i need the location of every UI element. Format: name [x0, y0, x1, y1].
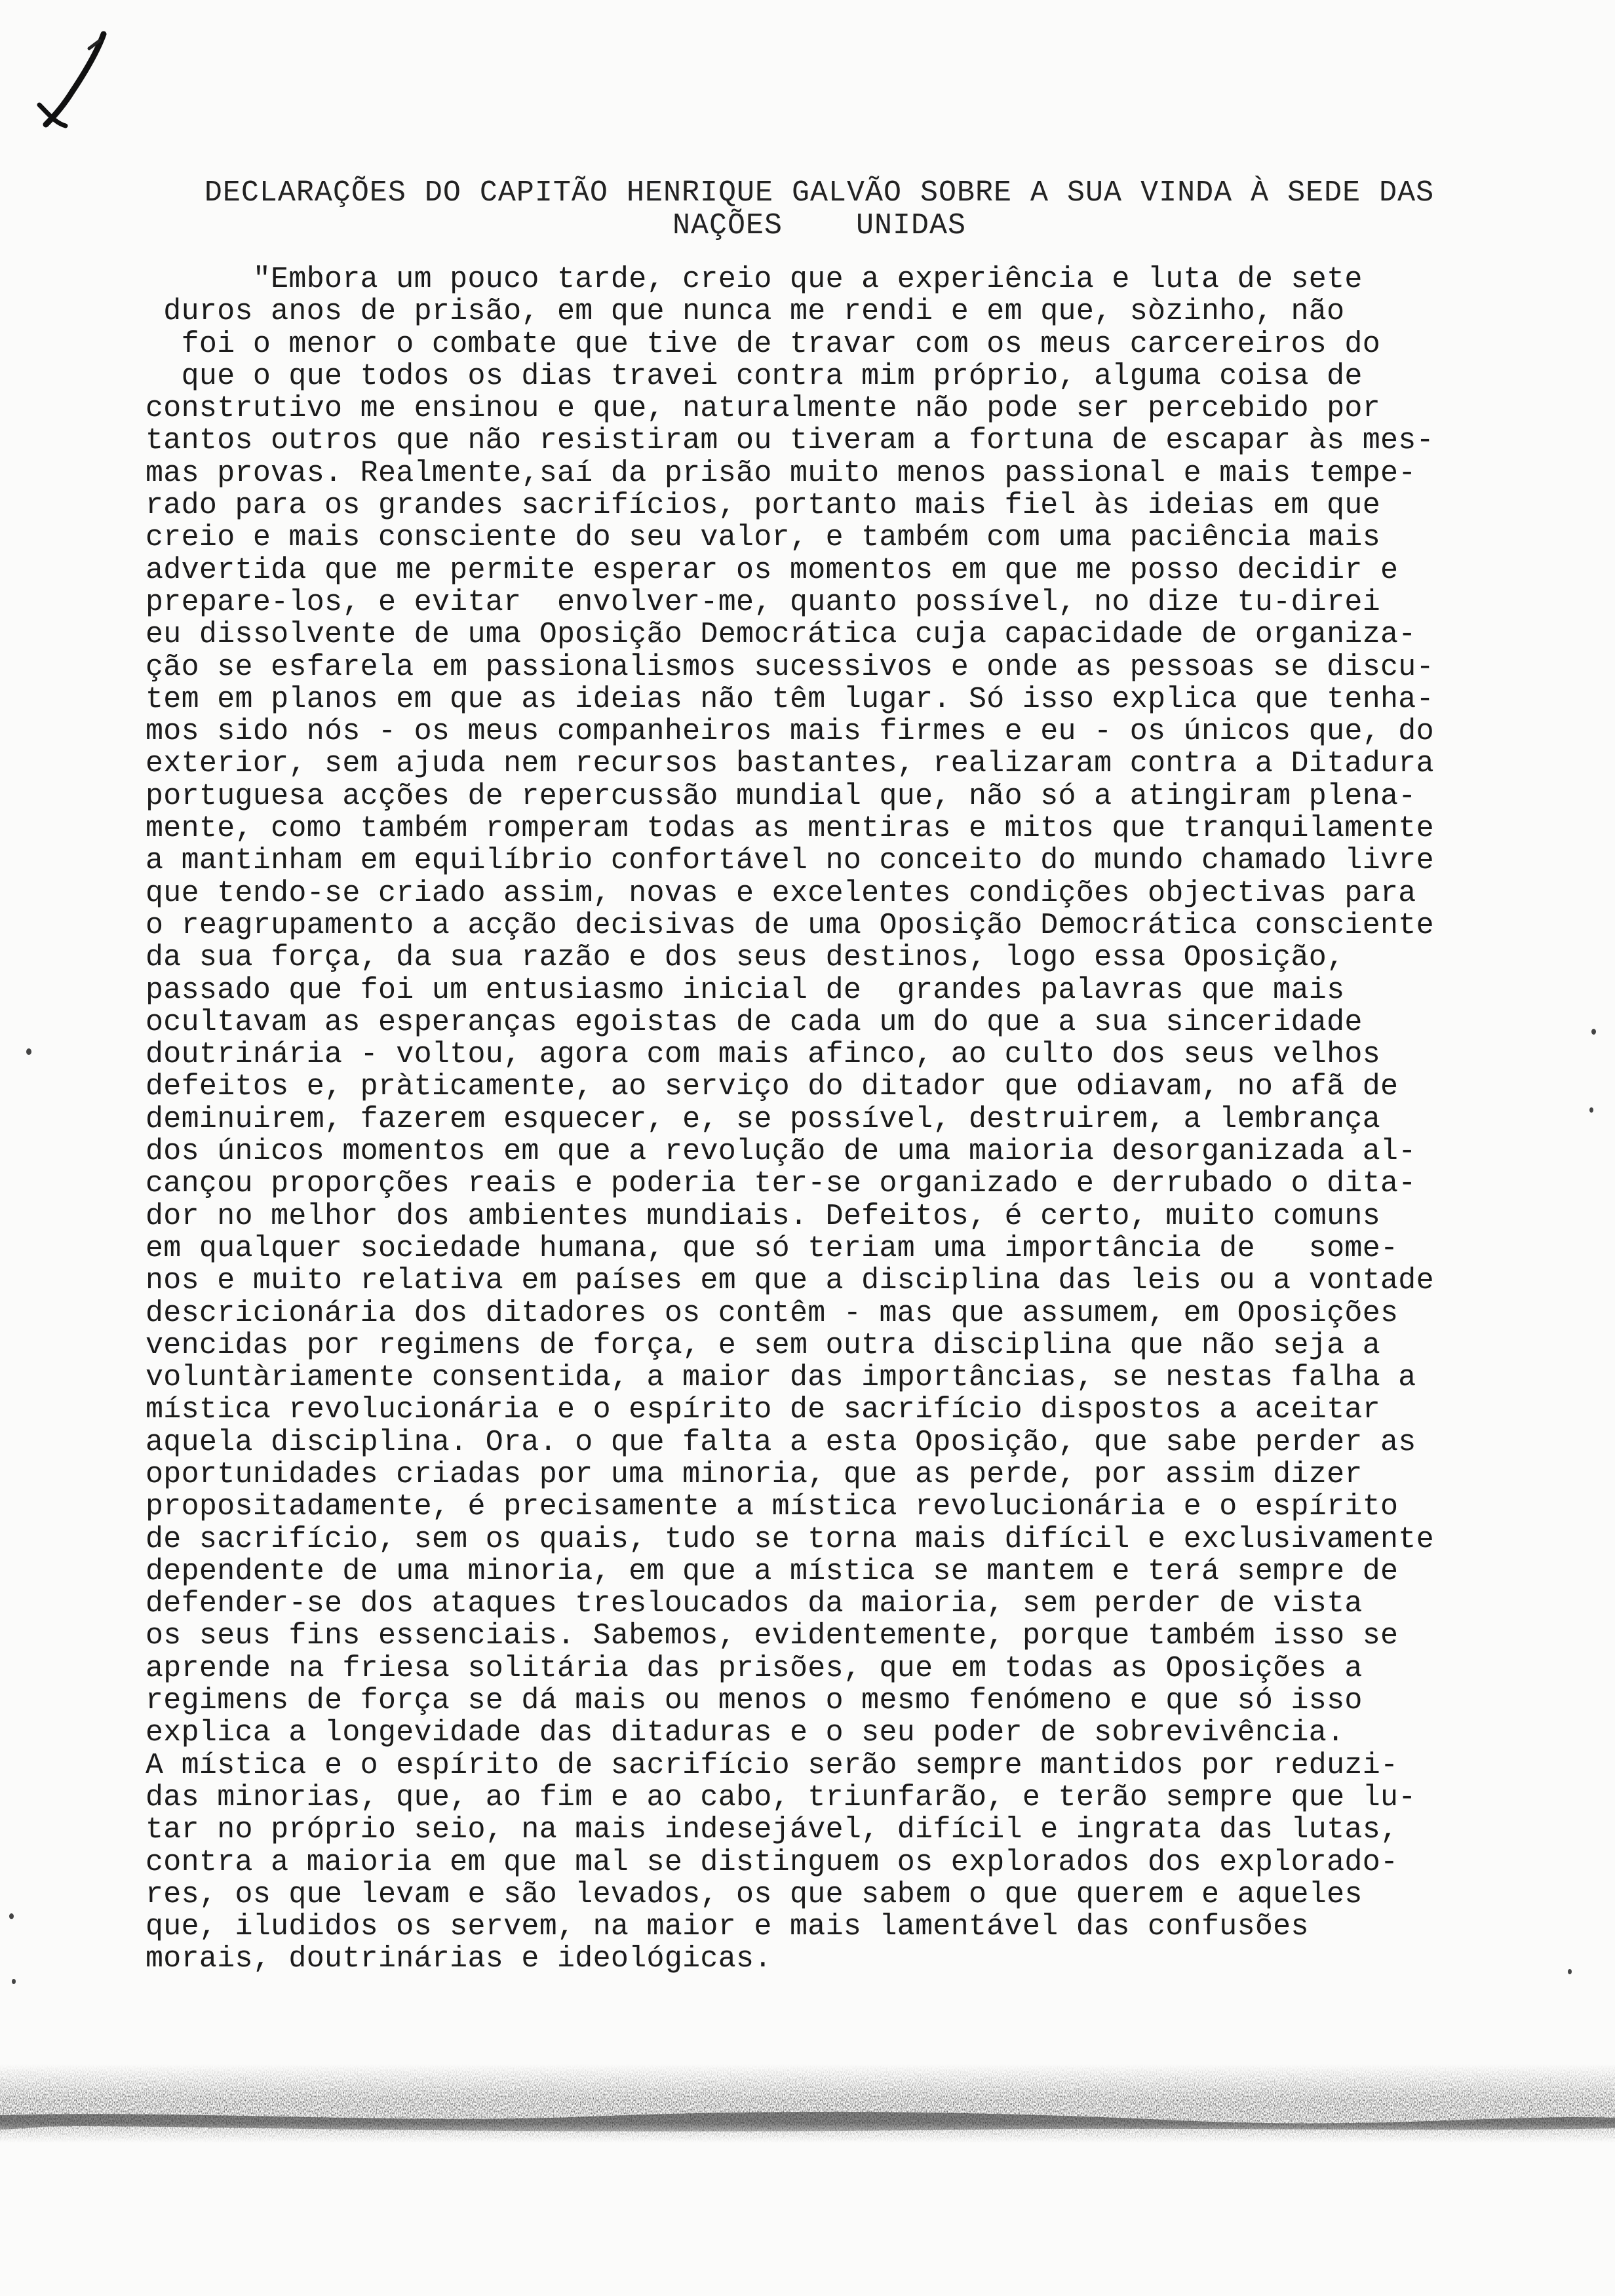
scan-noise-band — [0, 2064, 1615, 2143]
text-line: A mística e o espírito de sacrifício serão sempre mantidos por reduzi- — [146, 1748, 1399, 1782]
text-line: ção se esfarela em passionalismos sucessivos e onde as pessoas se discu- — [146, 650, 1434, 684]
text-line: que o que todos os dias travei contra mim próprio, alguma coisa de — [146, 359, 1363, 393]
text-line: deminuirem, fazerem esquecer, e, se possível, destruirem, a lembrança — [146, 1102, 1381, 1136]
text-line: mente, como também romperam todas as mentiras e mitos que tranquilamente — [146, 812, 1434, 846]
text-line: "Embora um pouco tarde, creio que a experiência e luta de sete — [146, 263, 1363, 296]
text-line: rado para os grandes sacrifícios, portanto mais fiel às ideias em que — [146, 489, 1381, 523]
text-line: morais, doutrinárias e ideológicas. — [146, 1942, 772, 1976]
scan-speck — [9, 1913, 14, 1919]
text-line: defeitos e, pràticamente, ao serviço do ditador que odiavam, no afã de — [146, 1070, 1399, 1104]
text-line: mas provas. Realmente,saí da prisão muito menos passional e mais tempe- — [146, 456, 1416, 490]
handwritten-mark — [26, 26, 118, 131]
text-line: prepare-los, e evitar envolver-me, quanto possível, no dize tu-direi — [146, 585, 1381, 619]
text-line: doutrinária - voltou, agora com mais afinco, ao culto dos seus velhos — [146, 1038, 1381, 1072]
text-line: res, os que levam e são levados, os que sabem o que querem e aqueles — [146, 1877, 1363, 1911]
text-line: foi o menor o combate que tive de travar com os meus carcereiros do — [146, 327, 1381, 361]
text-line: duros anos de prisão, em que nunca me rendi e em que, sòzinho, não — [146, 295, 1345, 329]
document-title — [131, 177, 1508, 242]
text-line: descricionária dos ditadores os contêm - mas que assumem, em Oposições — [146, 1296, 1399, 1330]
text-line: propositadamente, é precisamente a mística revolucionária e o espírito — [146, 1490, 1399, 1524]
text-line: regimens de força se dá mais ou menos o mesmo fenómeno e que só isso — [146, 1684, 1363, 1718]
text-line: dor no melhor dos ambientes mundiais. Defeitos, é certo, muito comuns — [146, 1199, 1381, 1233]
scan-speck — [1568, 1969, 1572, 1974]
declaration-body — [146, 263, 1555, 1976]
scan-speck — [1589, 1107, 1593, 1113]
text-line: defender-se dos ataques tresloucados da maioria, sem perder de vista — [146, 1587, 1363, 1621]
text-line: mística revolucionária e o espírito de sacrifício dispostos a aceitar — [146, 1393, 1381, 1427]
text-line: ocultavam as esperanças egoistas de cada um do que a sua sinceridade — [146, 1005, 1363, 1039]
scan-speck — [1591, 1029, 1596, 1035]
text-line: advertida que me permite esperar os momentos em que me posso decidir e — [146, 553, 1399, 587]
text-line: das minorias, que, ao fim e ao cabo, triunfarão, e terão sempre que lu- — [146, 1780, 1416, 1814]
scan-speck — [26, 1048, 31, 1055]
text-line: contra a maioria em que mal se distinguem os explorados dos explorado- — [146, 1845, 1399, 1879]
text-line: aquela disciplina. Ora. o que falta a esta Oposição, que sabe perder as — [146, 1425, 1416, 1459]
text-line: que tendo-se criado assim, novas e excelentes condições objectivas para — [146, 876, 1416, 910]
text-line: passado que foi um entusiasmo inicial de grandes palavras que mais — [146, 973, 1345, 1007]
text-line: voluntàriamente consentida, a maior das importâncias, se nestas falha a — [146, 1361, 1416, 1395]
text-line: dependente de uma minoria, em que a mística se mantem e terá sempre de — [146, 1554, 1399, 1588]
text-line: os seus fins essenciais. Sabemos, evidentemente, porque também isso se — [146, 1619, 1399, 1653]
text-line: exterior, sem ajuda nem recursos bastantes, realizaram contra a Ditadura — [146, 747, 1434, 781]
text-line: cançou proporções reais e poderia ter-se organizado e derrubado o dita- — [146, 1167, 1416, 1201]
text-line: nos e muito relativa em países em que a disciplina das leis ou a vontade — [146, 1264, 1434, 1298]
text-line: tem em planos em que as ideias não têm lugar. Só isso explica que tenha- — [146, 682, 1434, 716]
text-line: mos sido nós - os meus companheiros mais firmes e eu - os únicos que, do — [146, 715, 1434, 749]
text-line: oportunidades criadas por uma minoria, que as perde, por assim dizer — [146, 1457, 1363, 1491]
text-line: portuguesa acções de repercussão mundial que, não só a atingiram plena- — [146, 779, 1416, 813]
text-line: em qualquer sociedade humana, que só teriam uma importância de some- — [146, 1231, 1399, 1265]
text-line: o reagrupamento a acção decisivas de uma Oposição Democrática consciente — [146, 908, 1434, 942]
text-line: tantos outros que não resistiram ou tiveram a fortuna de escapar às mes- — [146, 424, 1434, 458]
text-line: aprende na friesa solitária das prisões, que em todas as Oposições a — [146, 1651, 1363, 1685]
text-line: construtivo me ensinou e que, naturalmente não pode ser percebido por — [146, 392, 1381, 426]
title-line: NAÇÕES UNIDAS — [672, 209, 967, 242]
text-line: que, iludidos os servem, na maior e mais lamentável das confusões — [146, 1910, 1309, 1944]
title-line: DECLARAÇÕES DO CAPITÃO HENRIQUE GALVÃO SOBRE A SUA VINDA À SEDE DAS — [204, 176, 1435, 210]
text-line: da sua força, da sua razão e dos seus destinos, logo essa Oposição, — [146, 941, 1345, 975]
text-line: explica a longevidade das ditaduras e o seu poder de sobrevivência. — [146, 1716, 1345, 1750]
text-line: tar no próprio seio, na mais indesejável, difícil e ingrata das lutas, — [146, 1813, 1399, 1847]
text-line: dos únicos momentos em que a revolução de uma maioria desorganizada al- — [146, 1135, 1416, 1169]
text-line: a mantinham em equilíbrio confortável no conceito do mundo chamado livre — [146, 844, 1434, 878]
text-line: eu dissolvente de uma Oposição Democrática cuja capacidade de organiza- — [146, 618, 1416, 652]
scan-speck — [12, 1979, 16, 1984]
text-line: vencidas por regimens de força, e sem outra disciplina que não seja a — [146, 1328, 1381, 1362]
text-line: creio e mais consciente do seu valor, e também com uma paciência mais — [146, 521, 1381, 555]
text-line: de sacrifício, sem os quais, tudo se torna mais difícil e exclusivamente — [146, 1522, 1434, 1556]
